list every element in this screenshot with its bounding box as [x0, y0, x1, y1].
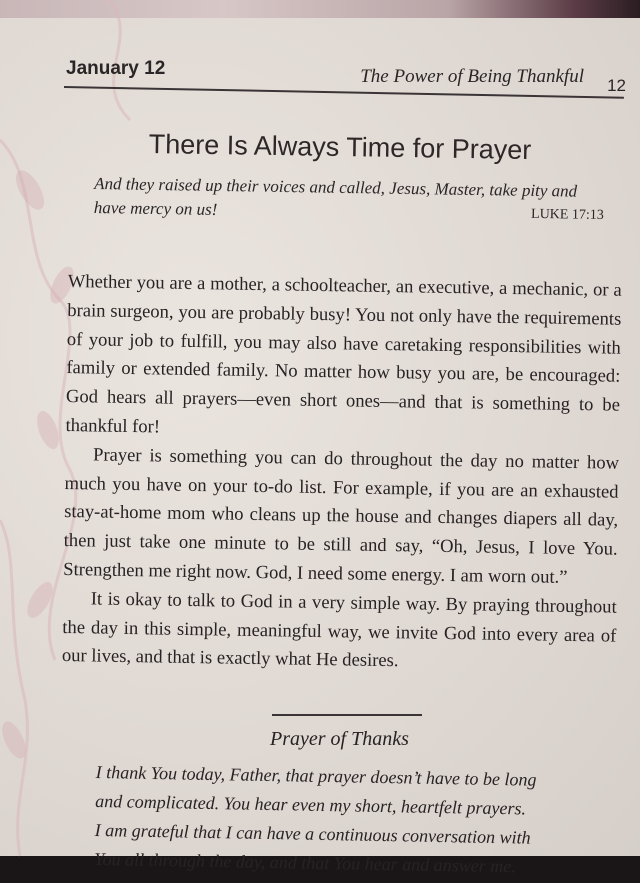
verse-text: And they raised up their voices and called, Jesus, Master, take pity and have mercy on us!: [93, 173, 578, 219]
devotion-body: [62, 268, 622, 680]
scripture-verse: [94, 172, 605, 228]
running-title: The Power of Being Thankful: [360, 66, 584, 87]
page-number: 12: [607, 76, 626, 95]
section-divider: [272, 714, 422, 716]
devotion-title: There Is Always Time for Prayer: [148, 128, 532, 166]
body-paragraph: Prayer is something you can do throughout the day no matter how much you have on your to-do list. For example, if you are an exhausted stay-at-home mom who cleans up the house and changes diapers all day, then just take one minute to be still and say, “Oh, Jesus, I love You. Strengthen me right now. God, I need some energy. I am worn out.”: [63, 444, 620, 588]
body-paragraph: Whether you are a mother, a schoolteacher, an executive, a mechanic, or a brain surgeon, you are probably busy! You not only have the requirements of your job to fulfill, you may also have caretaking responsibilities with family or extended family. No matter how busy you are, be encouraged: God hears all prayers—even short ones—and that is something to be thankful for!: [65, 270, 622, 438]
prayer-line: and complicated. You hear even my short, heartfelt prayers.: [95, 790, 527, 819]
prayer-line: I am grateful that I can have a continuous conversation with: [94, 819, 531, 848]
body-paragraph: It is okay to talk to God in a very simple way. By praying throughout the day in this simple, meaningful way, we invite God into every area of our lives, and that is exactly what He desires.: [61, 588, 617, 672]
prayer-line: I thank You today, Father, that prayer doesn’t have to be long: [95, 761, 537, 790]
prayer-title: Prayer of Thanks: [270, 728, 409, 750]
prayer-line: You all through the day, and that You hear and answer me.: [94, 848, 516, 877]
devotion-date: January 12: [66, 58, 166, 79]
verse-reference: LUKE 17:13: [530, 206, 604, 224]
prayer-text: [94, 758, 586, 883]
